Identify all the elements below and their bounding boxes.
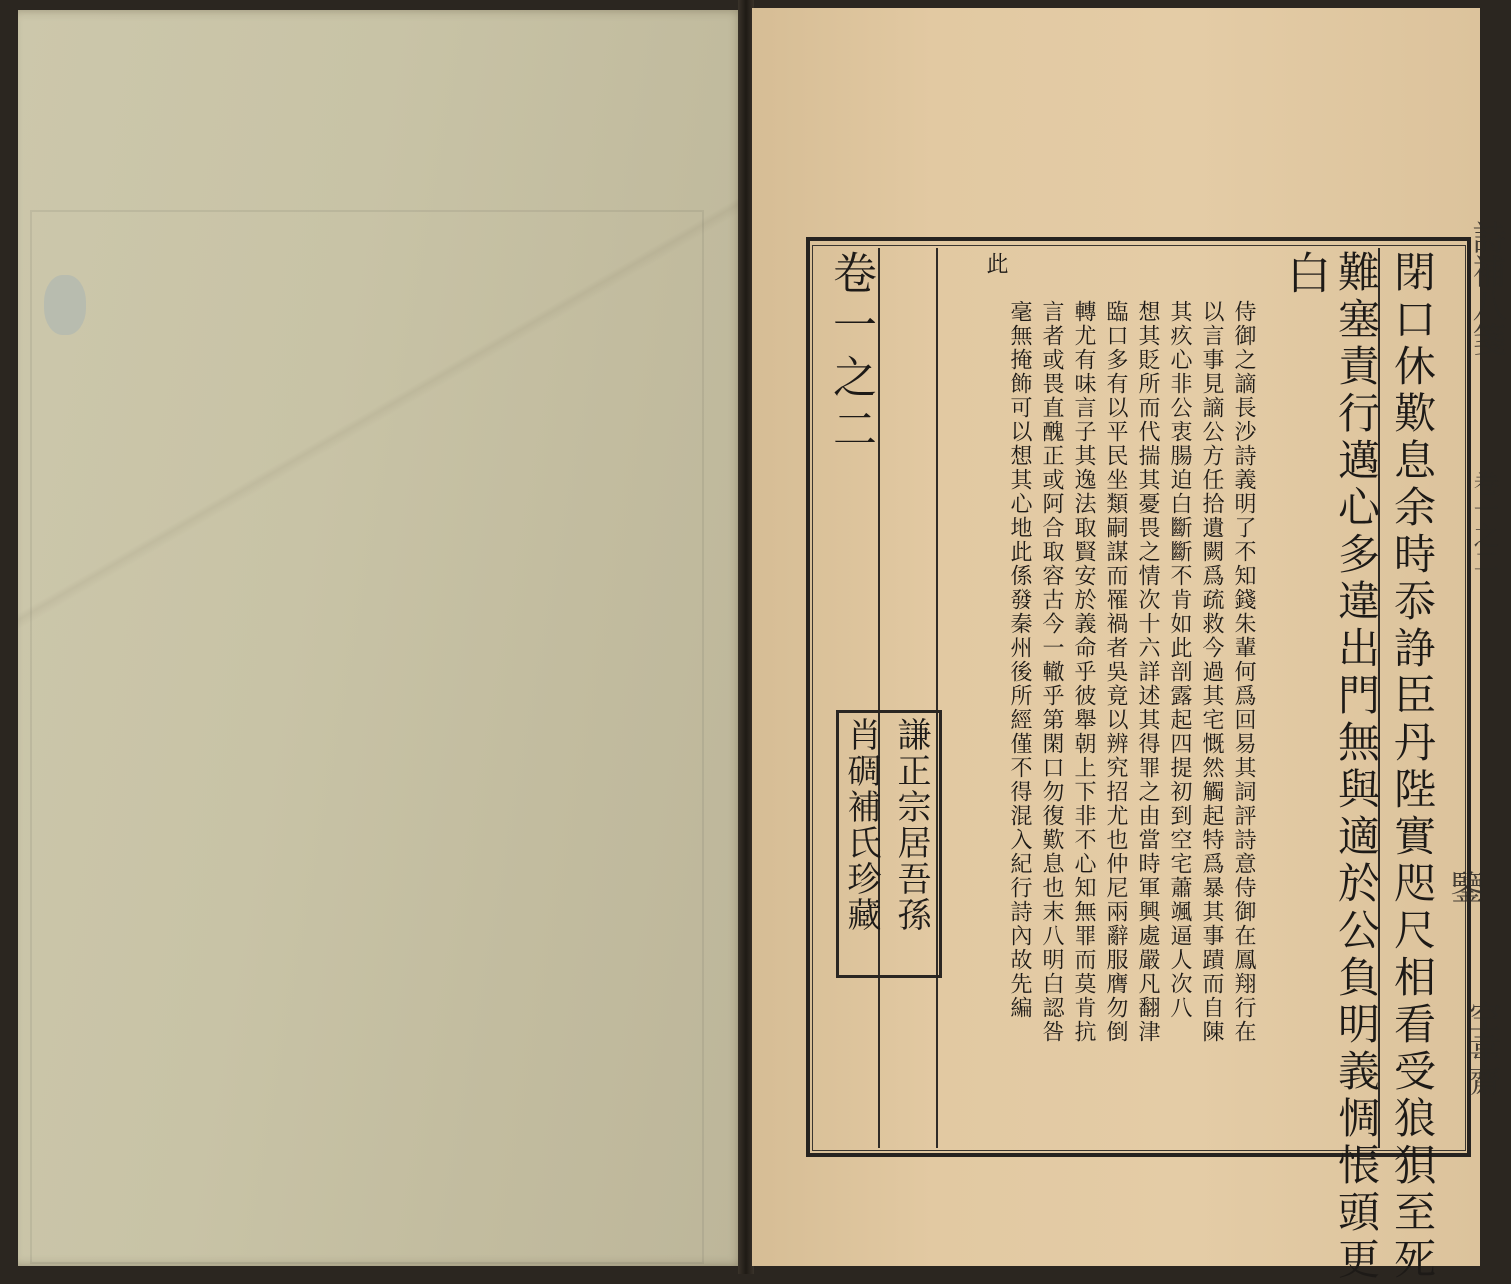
commentary-column: 轉尤有味言子其逸法取賢安於義命乎彼舉朝上下非不心知無罪而莫肯抗: [1071, 300, 1096, 1044]
main-text-column: 白: [1279, 250, 1330, 300]
next-leaf-juan-fragment: 卷一之二: [1469, 470, 1499, 574]
stain-mark: [44, 275, 86, 335]
commentary-column: 此: [983, 252, 1008, 276]
page-crease: [18, 10, 745, 1266]
commentary-column: 言者或畏直醜正或阿合取容古今一轍乎第閑口勿復歎息也末八明白認咎: [1039, 300, 1064, 1044]
collector-seal: [836, 710, 942, 978]
commentary-column: 臨口多有以平民坐類嗣謀而罹禍者吳竟以辨究招尤也仲尼兩辭服膺勿倒: [1103, 300, 1128, 1044]
next-leaf-title-fragment: 詩補八箋: [1466, 220, 1506, 356]
seal-column: 肖碉補氏珍藏: [841, 717, 881, 933]
seal-column: 謙正宗居吾孫: [891, 717, 931, 933]
column-rule: [936, 248, 938, 1148]
next-leaf-studio-fragment: 空韋齋: [1464, 1000, 1502, 1096]
commentary-column: 想其貶所而代揣其憂畏之情次十六詳述其得罪之由當時軍興處嚴凡翻津: [1135, 300, 1160, 1044]
left-blank-page: [18, 10, 745, 1266]
main-text-column: 難塞責行邁心多違出門無與適於公負明義惆悵頭更: [1332, 250, 1381, 1284]
commentary-column: 以言事見謫公方任拾遺闕爲疏救今過其宅慨然觸起特爲暴其事蹟而自陳: [1199, 300, 1224, 1044]
commentary-column: 其疚心非公衷腸迫白斷斷不肯如此剖露起四提初到空宅蕭颯逼人次八: [1167, 300, 1192, 1020]
juan-label: 卷一之二: [825, 250, 876, 458]
commentary-column: 毫無掩飾可以想其心地此係發秦州後所經僅不得混入紀行詩內故先編: [1007, 300, 1032, 1020]
commentary-column: 侍御之謫長沙詩義明了不知錢朱輩何爲回易其詞評詩意侍御在鳳翔行在: [1231, 300, 1256, 1044]
next-leaf-fragment: 鑒: [1444, 870, 1484, 904]
main-text-column: 閉口休歎息余時忝諍臣丹陛實咫尺相看受狼狽至死: [1388, 250, 1437, 1284]
